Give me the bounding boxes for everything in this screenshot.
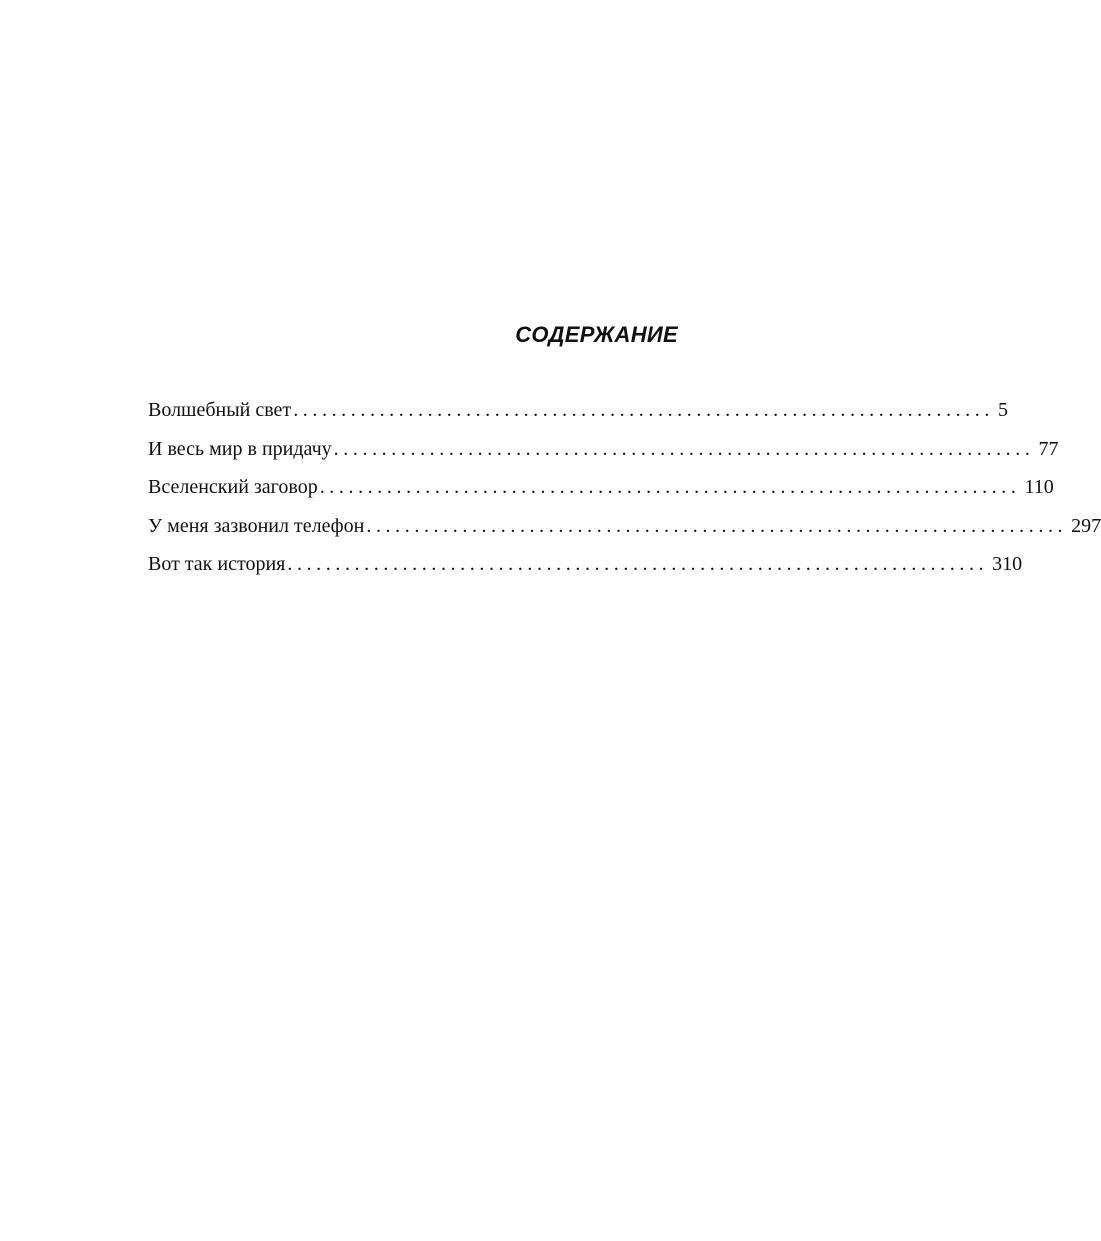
toc-entry-title: Волшебный свет	[148, 399, 292, 421]
toc-list	[148, 396, 1101, 589]
toc-entry-title: Вселенский заговор	[148, 476, 318, 498]
toc-entry-title: Вот так история	[148, 553, 286, 575]
dot-leader: .........................................................................	[333, 437, 1035, 460]
toc-entry	[148, 435, 1059, 474]
toc-heading: СОДЕРЖАНИЕ	[515, 322, 678, 347]
toc-entry	[148, 512, 1101, 551]
toc-entry-page: 77	[1038, 437, 1059, 460]
dot-leader: .........................................................................	[287, 553, 989, 575]
toc-entry-page: 110	[1024, 476, 1054, 498]
toc-entry-page: 5	[998, 399, 1008, 421]
toc-entry-title: И весь мир в придачу	[148, 437, 332, 460]
toc-entry-title: У меня зазвонил телефон	[148, 514, 365, 537]
toc-entry	[148, 473, 1054, 512]
toc-entry-page: 297	[1071, 514, 1101, 537]
dot-leader: .........................................................................	[319, 476, 1021, 498]
dot-leader: .........................................................................	[293, 399, 994, 421]
dot-leader: .........................................................................	[366, 514, 1068, 537]
toc-entry	[148, 550, 1023, 589]
toc-entry-page: 310	[992, 553, 1023, 575]
toc-entry	[148, 396, 1008, 435]
